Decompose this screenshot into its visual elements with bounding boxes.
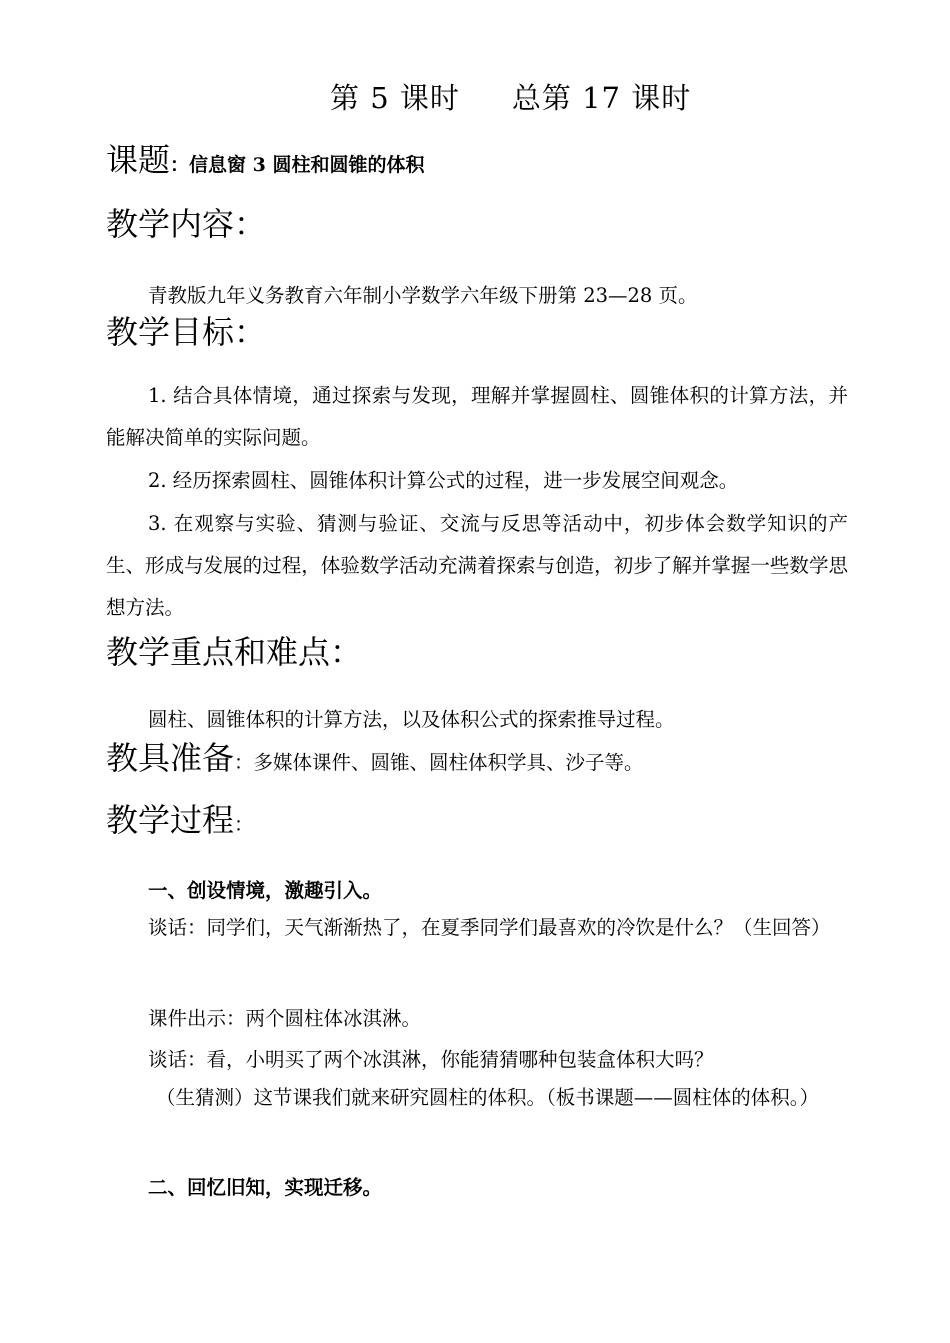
topic-row	[106, 142, 424, 178]
key-points-text: 圆柱、圆锥体积的计算方法，以及体积公式的探索推导过程。	[148, 708, 675, 731]
process-heading-row	[106, 802, 254, 838]
key-points-heading: 教学重点和难点：	[106, 633, 363, 671]
content-text: 青教版九年义务教育六年制小学数学六年级下册第 23—28 页。	[148, 284, 698, 307]
topic-label: 课题	[106, 141, 171, 179]
lesson-number: 第 5 课时	[330, 81, 460, 115]
tools-colon: ：	[234, 751, 254, 774]
topic-value: 信息窗 3 圆柱和圆锥的体积	[189, 154, 425, 176]
topic-colon: ：	[170, 154, 190, 176]
goal-item-2: 2. 经历探索圆柱、圆锥体积计算公式的过程，进一步发展空间观念。	[148, 469, 739, 492]
total-lesson-number: 总第 17 课时	[511, 81, 692, 115]
section-2-heading: 二、回忆旧知，实现迁移。	[148, 1176, 383, 1199]
goal-item-1: 1. 结合具体情境，通过探索与发现，理解并掌握圆柱、圆锥体积的计算方法，并能解决简单的实际问题。	[106, 384, 848, 449]
process-colon: ：	[234, 813, 254, 836]
tools-row	[106, 740, 644, 776]
process-line-1: 谈话：同学们，天气渐渐热了，在夏季同学们最喜欢的冷饮是什么？（生回答）	[148, 916, 831, 939]
goals-heading: 教学目标：	[106, 313, 267, 351]
process-heading: 教学过程	[106, 801, 235, 839]
content-heading: 教学内容：	[106, 205, 267, 243]
tools-label: 教具准备	[106, 739, 235, 777]
process-line-4: （生猜测）这节课我们就来研究圆柱的体积。（板书课题——圆柱体的体积。）	[156, 1086, 820, 1109]
page-title	[330, 76, 691, 117]
section-1-heading: 一、创设情境，激趣引入。	[148, 879, 383, 902]
process-line-2: 课件出示：两个圆柱体冰淇淋。	[148, 1007, 422, 1030]
tools-value: 多媒体课件、圆锥、圆柱体积学具、沙子等。	[253, 751, 644, 774]
goal-item-3: 3. 在观察与实验、猜测与验证、交流与反思等活动中，初步体会数学知识的产生、形成与发展的过程，体验数学活动充满着探索与创造，初步了解并掌握一些数学思想方法。	[106, 512, 848, 619]
process-line-3: 谈话：看，小明买了两个冰淇淋，你能猜猜哪种包装盒体积大吗？	[148, 1048, 714, 1071]
